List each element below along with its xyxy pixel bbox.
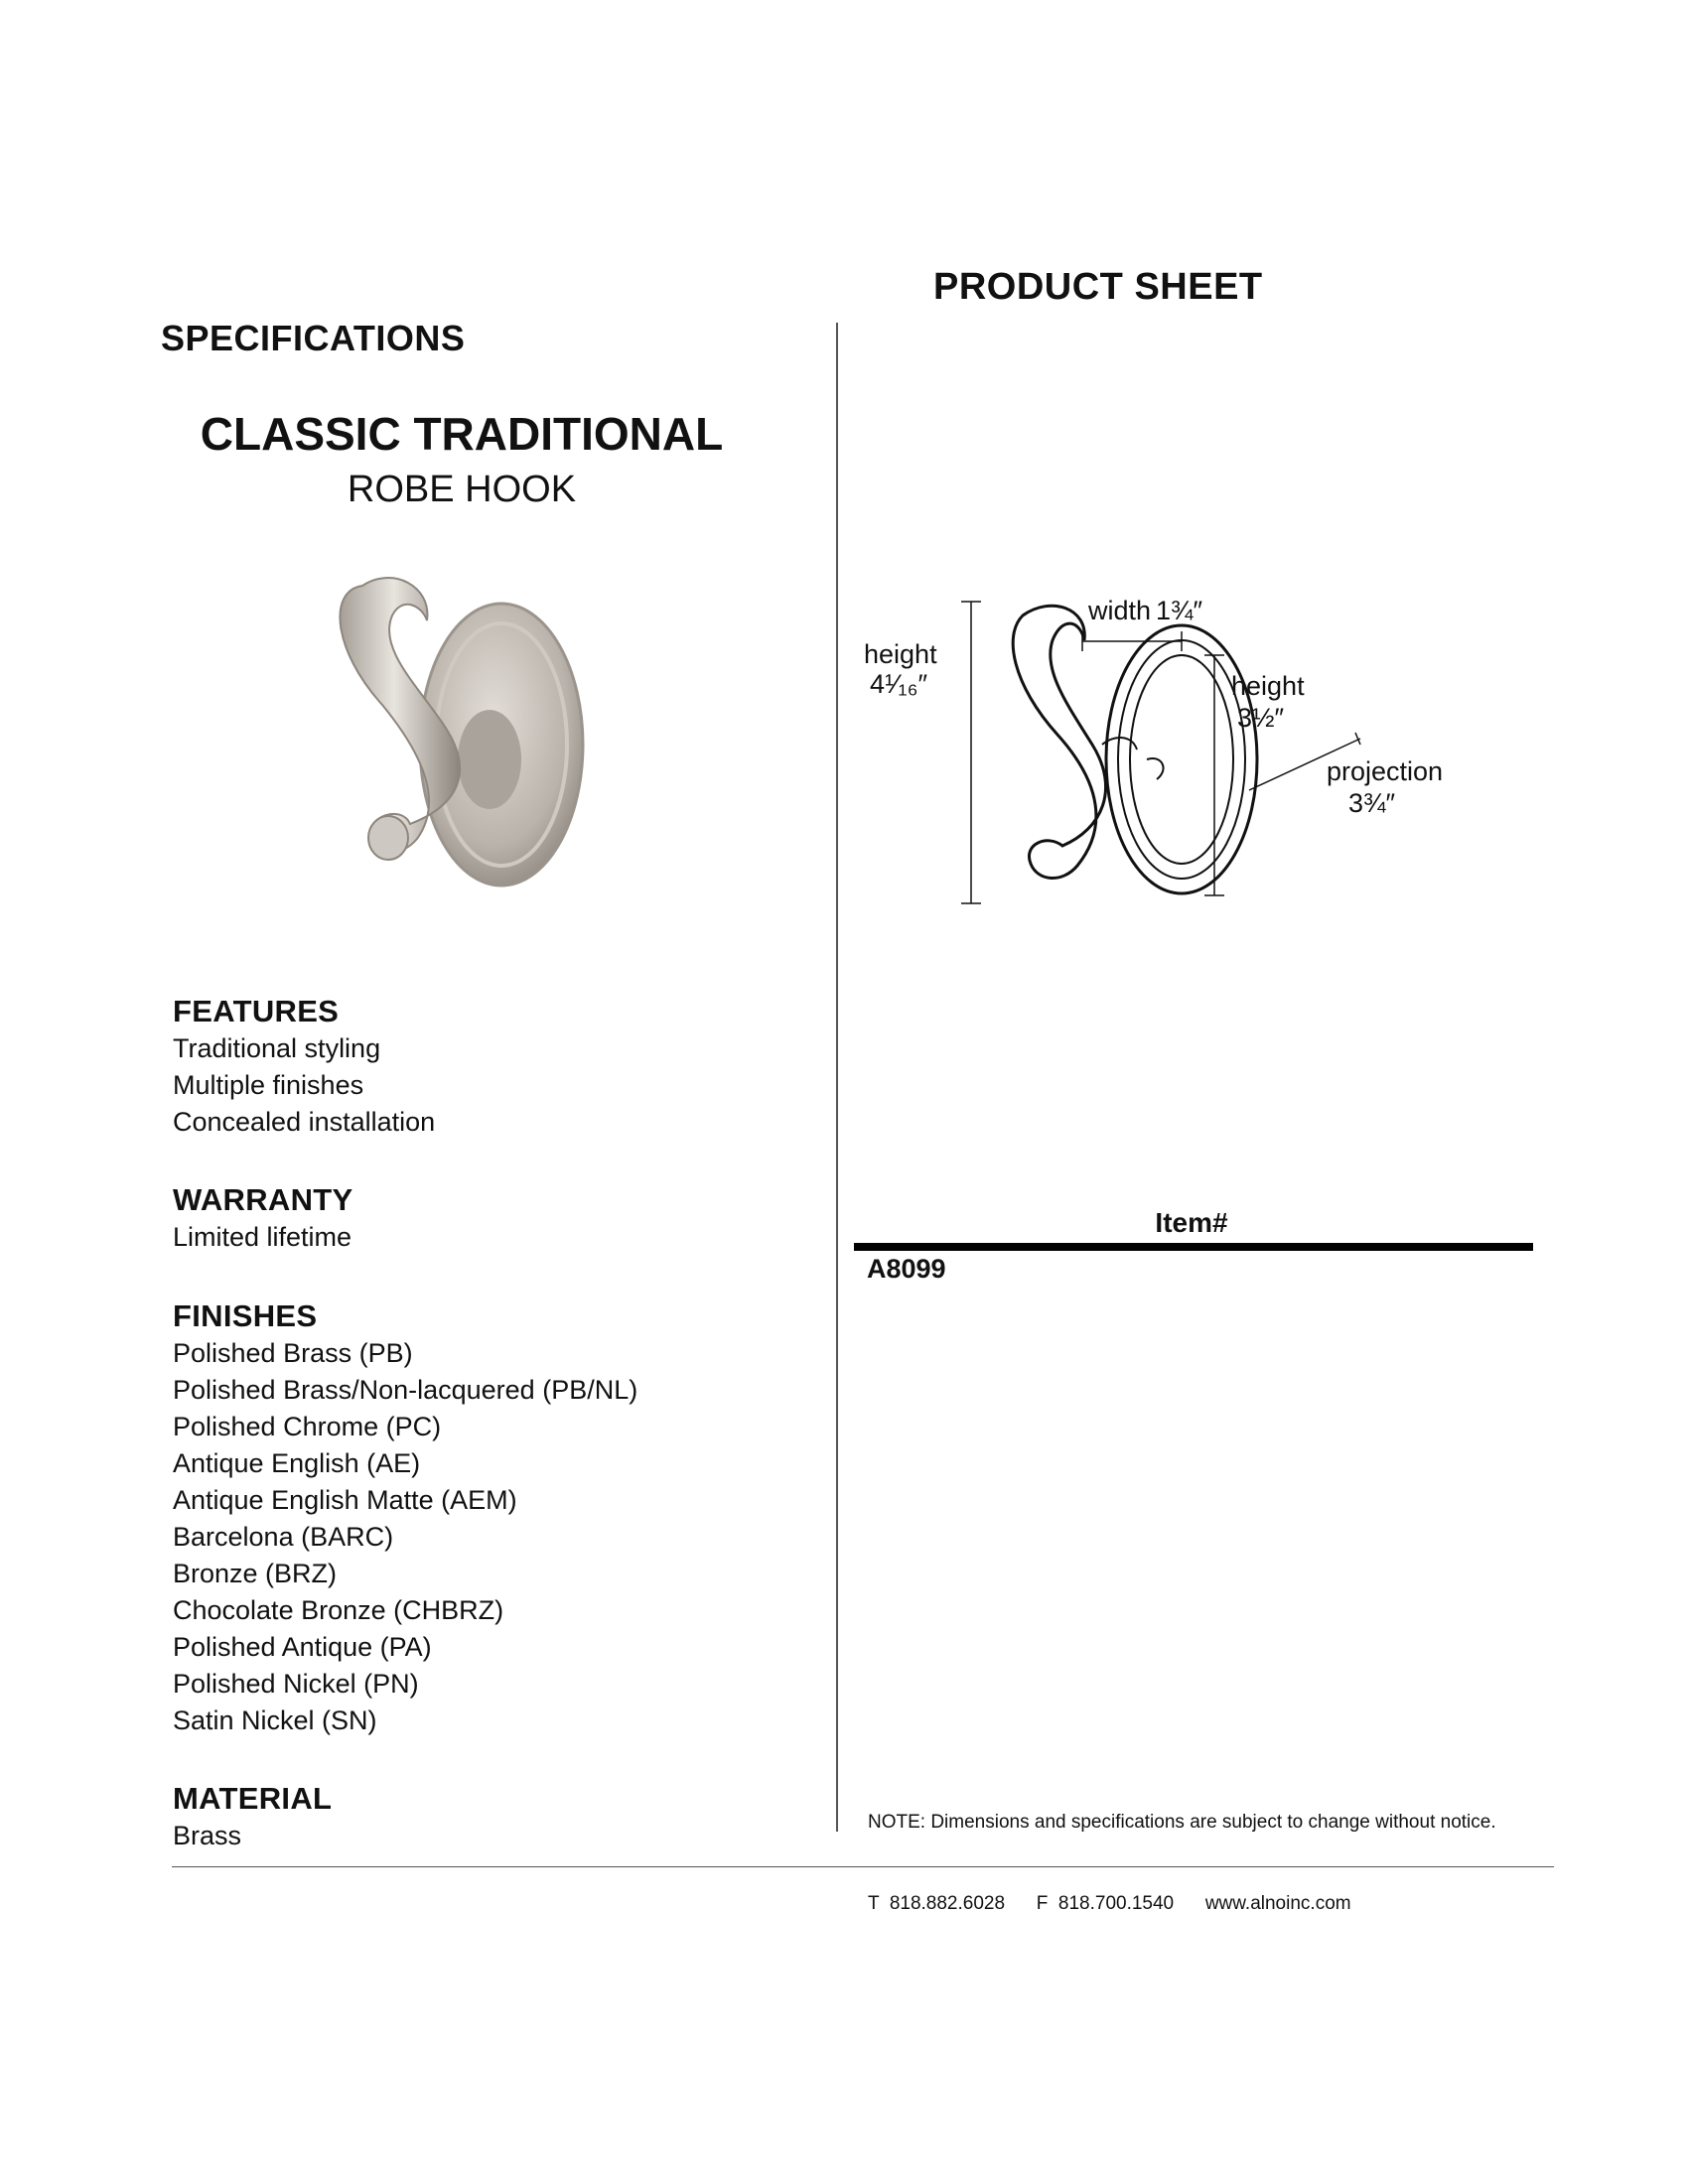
- plate-height-label: height: [1231, 671, 1305, 701]
- warranty-section: [173, 1181, 808, 1256]
- overall-height-label: height: [864, 639, 937, 669]
- list-item: Limited lifetime: [173, 1222, 352, 1252]
- overall-height-value: 4¹⁄₁₆″: [870, 669, 928, 699]
- width-value: 1¾″: [1156, 596, 1203, 625]
- product-title: CLASSIC TRADITIONAL: [200, 408, 724, 460]
- fax-number: F 818.700.1540: [1036, 1893, 1175, 1914]
- finishes-section: [173, 1297, 808, 1739]
- finishes-heading: FINISHES: [173, 1298, 318, 1333]
- list-item: Traditional styling: [173, 1033, 381, 1063]
- website-link[interactable]: www.alnoinc.com: [1204, 1893, 1351, 1914]
- list-item: Concealed installation: [173, 1107, 436, 1137]
- item-column-header: Item#: [1155, 1207, 1228, 1238]
- list-item: Satin Nickel (SN): [173, 1706, 377, 1735]
- projection-label: projection: [1327, 756, 1444, 786]
- list-item: Antique English (AE): [173, 1448, 421, 1478]
- list-item: Chocolate Bronze (CHBRZ): [173, 1595, 504, 1625]
- material-section: [173, 1780, 808, 1854]
- material-heading: MATERIAL: [173, 1781, 333, 1816]
- list-item: Barcelona (BARC): [173, 1522, 394, 1552]
- warranty-heading: WARRANTY: [173, 1182, 353, 1217]
- phone-number: T 818.882.6028: [868, 1893, 1006, 1914]
- item-number: A8099: [867, 1254, 946, 1284]
- product-subtitle: ROBE HOOK: [347, 469, 577, 510]
- list-item: Multiple finishes: [173, 1070, 364, 1100]
- features-heading: FEATURES: [173, 994, 340, 1028]
- list-item: Polished Chrome (PC): [173, 1412, 442, 1441]
- specifications-heading: SPECIFICATIONS: [161, 318, 466, 358]
- list-item: Antique English Matte (AEM): [173, 1485, 517, 1515]
- disclaimer-note: NOTE: Dimensions and specifications are subject to change without notice.: [868, 1812, 1496, 1833]
- features-section: [173, 993, 808, 1141]
- list-item: Polished Antique (PA): [173, 1632, 432, 1662]
- plate-height-value: 3½″: [1237, 703, 1285, 733]
- vertical-divider: [836, 323, 838, 1832]
- robe-hook-photo: [323, 556, 611, 913]
- list-item: Polished Brass/Non-lacquered (PB/NL): [173, 1375, 638, 1405]
- width-label: width: [1088, 596, 1152, 625]
- list-item: Brass: [173, 1821, 242, 1850]
- footer-divider: [172, 1866, 1554, 1867]
- list-item: Polished Nickel (PN): [173, 1669, 419, 1699]
- projection-value: 3¾″: [1348, 788, 1396, 818]
- list-item: Bronze (BRZ): [173, 1559, 338, 1588]
- item-header-rule: [854, 1243, 1533, 1251]
- list-item: Polished Brass (PB): [173, 1338, 413, 1368]
- product-sheet-title: PRODUCT SHEET: [933, 266, 1263, 308]
- robe-hook-line-drawing: [854, 586, 1450, 923]
- contact-line: [868, 1893, 1351, 1915]
